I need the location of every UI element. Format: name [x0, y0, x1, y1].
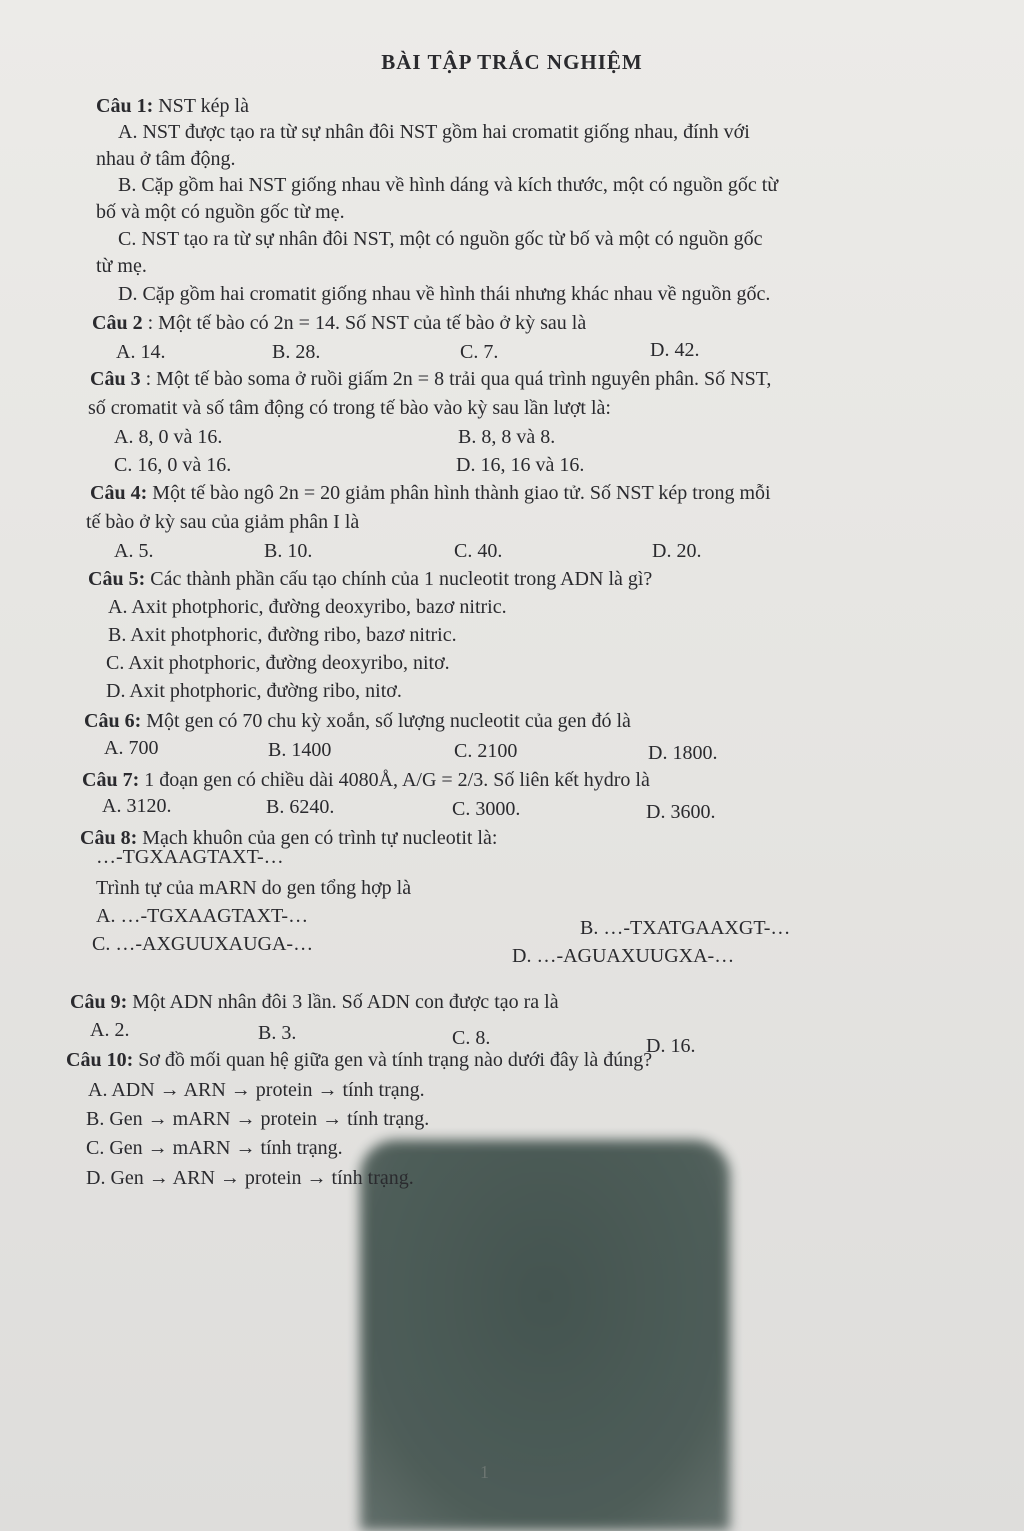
- q6-option-b: B. 1400: [268, 739, 332, 761]
- q4-option-d: D. 20.: [652, 540, 702, 562]
- q6-option-a: A. 700: [104, 737, 159, 759]
- q1-option-b: B. Cặp gồm hai NST giống nhau về hình dáng và kích thước, một có nguồn gốc từ: [118, 174, 779, 196]
- q10-option-a: A. ADN → ARN → protein → tính trạng.: [88, 1079, 425, 1101]
- q3-option-b: B. 8, 8 và 8.: [458, 426, 556, 448]
- q1-option-a: A. NST được tạo ra từ sự nhân đôi NST gồm hai cromatit giống nhau, đính với: [118, 121, 750, 143]
- q1-option-a-cont: nhau ở tâm động.: [96, 148, 236, 170]
- q9-option-a: A. 2.: [90, 1019, 130, 1041]
- q7-option-b: B. 6240.: [266, 796, 335, 818]
- q1-option-c: C. NST tạo ra từ sự nhân đôi NST, một có nguồn gốc từ bố và một có nguồn gốc: [118, 228, 763, 250]
- q6-option-c: C. 2100: [454, 740, 518, 762]
- q8-option-a: A. …-TGXAAGTAXT-…: [96, 905, 309, 927]
- q8-option-c: C. …-AXGUUXAUGA-…: [92, 933, 314, 955]
- q8-template-sequence: …-TGXAAGTAXT-…: [96, 846, 284, 868]
- q8-option-d: D. …-AGUAXUUGXA-…: [512, 945, 735, 967]
- q9-option-b: B. 3.: [258, 1022, 297, 1044]
- question-9: Câu 9: Một ADN nhân đôi 3 lần. Số ADN con được tạo ra là: [70, 991, 559, 1013]
- q5-option-a: A. Axit photphoric, đường deoxyribo, bazơ nitric.: [108, 596, 507, 618]
- q1-option-c-cont: từ mẹ.: [96, 255, 147, 277]
- q3-stem-cont: số cromatit và số tâm động có trong tế bào vào kỳ sau lần lượt là:: [88, 397, 611, 419]
- q5-option-b: B. Axit photphoric, đường ribo, bazơ nitric.: [108, 624, 457, 646]
- q4-option-c: C. 40.: [454, 540, 503, 562]
- q4-option-b: B. 10.: [264, 540, 313, 562]
- q8-option-b: B. …-TXATGAAXGT-…: [580, 917, 791, 939]
- q6-option-d: D. 1800.: [648, 742, 718, 764]
- q7-option-d: D. 3600.: [646, 801, 716, 823]
- q7-option-c: C. 3000.: [452, 798, 521, 820]
- question-7: Câu 7: 1 đoạn gen có chiều dài 4080Å, A/G = 2/3. Số liên kết hydro là: [82, 769, 650, 791]
- question-8: Câu 8: Mạch khuôn của gen có trình tự nucleotit là:: [80, 827, 498, 849]
- q5-option-d: D. Axit photphoric, đường ribo, nitơ.: [106, 680, 402, 702]
- q10-option-d: D. Gen → ARN → protein → tính trạng.: [86, 1167, 414, 1189]
- q7-option-a: A. 3120.: [102, 795, 172, 817]
- question-6: Câu 6: Một gen có 70 chu kỳ xoắn, số lượng nucleotit của gen đó là: [84, 710, 631, 732]
- q5-option-c: C. Axit photphoric, đường deoxyribo, nitơ.: [106, 652, 450, 674]
- q1-option-d: D. Cặp gồm hai cromatit giống nhau về hình thái nhưng khác nhau về nguồn gốc.: [118, 283, 771, 305]
- q3-option-c: C. 16, 0 và 16.: [114, 454, 232, 476]
- q8-stem-cont: Trình tự của mARN do gen tổng hợp là: [96, 877, 412, 899]
- q4-stem-cont: tế bào ở kỳ sau của giảm phân I là: [86, 511, 360, 533]
- question-4: Câu 4: Một tế bào ngô 2n = 20 giảm phân hình thành giao tử. Số NST kép trong mỗi: [90, 482, 771, 504]
- q2-option-d: D. 42.: [650, 339, 700, 361]
- q3-option-d: D. 16, 16 và 16.: [456, 454, 585, 476]
- question-5: Câu 5: Các thành phần cấu tạo chính của 1 nucleotit trong ADN là gì?: [88, 568, 653, 590]
- q10-option-c: C. Gen → mARN → tính trạng.: [86, 1137, 343, 1159]
- page-number: 1: [480, 1462, 489, 1482]
- question-1: Câu 1: NST kép là: [96, 95, 249, 117]
- q2-option-a: A. 14.: [116, 341, 166, 363]
- q3-option-a: A. 8, 0 và 16.: [114, 426, 223, 448]
- question-2: Câu 2 : Một tế bào có 2n = 14. Số NST của tế bào ở kỳ sau là: [92, 312, 587, 334]
- question-10: Câu 10: Sơ đồ mối quan hệ giữa gen và tính trạng nào dưới đây là đúng?: [66, 1049, 653, 1071]
- q2-option-c: C. 7.: [460, 341, 499, 363]
- q1-option-b-cont: bố và một có nguồn gốc từ mẹ.: [96, 201, 345, 223]
- page-title: BÀI TẬP TRẮC NGHIỆM: [381, 50, 643, 74]
- q2-option-b: B. 28.: [272, 341, 321, 363]
- q10-option-b: B. Gen → mARN → protein → tính trạng.: [86, 1108, 430, 1130]
- q9-option-d: D. 16.: [646, 1035, 696, 1057]
- q9-option-c: C. 8.: [452, 1027, 491, 1049]
- q4-option-a: A. 5.: [114, 540, 154, 562]
- question-3: Câu 3 : Một tế bào soma ở ruồi giấm 2n = 8 trải qua quá trình nguyên phân. Số NST,: [90, 368, 772, 390]
